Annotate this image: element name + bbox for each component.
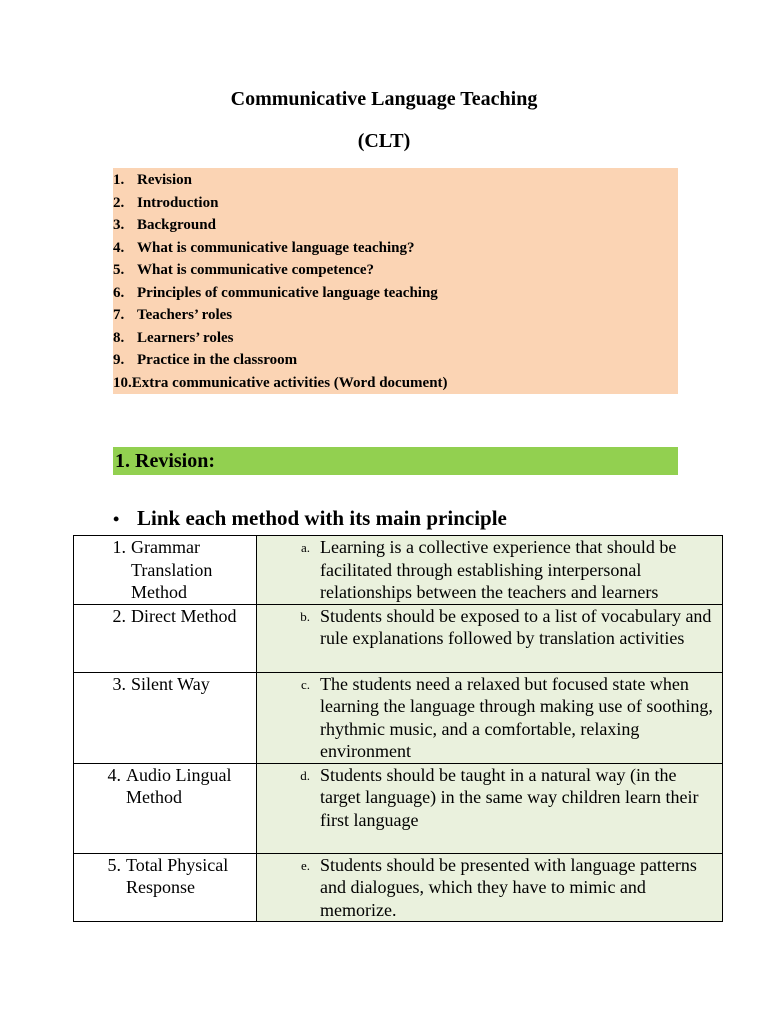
toc-number: 5. xyxy=(113,262,125,278)
method-number: 5. xyxy=(107,854,121,875)
principle-cell xyxy=(257,536,723,605)
toc-label: Extra communicative activities (Word document) xyxy=(131,374,448,391)
principle-letter: b. xyxy=(300,608,310,624)
toc-label: What is communicative language teaching? xyxy=(137,239,415,256)
method-name: Total Physical Response xyxy=(126,854,229,897)
instruction-line xyxy=(113,506,507,531)
method-cell xyxy=(74,536,257,605)
toc-item xyxy=(113,349,678,372)
principle-text: Learning is a collective experience that should be facilitated through establishing interpersonal relationships between the teachers and learners xyxy=(320,537,677,602)
table-row xyxy=(74,853,723,922)
toc-label: Principles of communicative language teaching xyxy=(137,284,438,301)
toc-item xyxy=(113,169,678,192)
toc-number: 2. xyxy=(113,194,125,211)
principle-text: Students should be taught in a natural way (in the target language) in the same way children learn their first language xyxy=(320,764,699,830)
table-row xyxy=(74,604,723,672)
principle-letter: c. xyxy=(300,676,310,692)
toc-item xyxy=(113,192,678,215)
toc-label: Background xyxy=(137,217,216,233)
bullet-icon: • xyxy=(113,509,120,529)
table-row xyxy=(74,536,723,605)
toc-item xyxy=(113,304,678,327)
toc-label: Learners’ roles xyxy=(137,329,234,346)
principle-letter: e. xyxy=(300,857,310,873)
principle-letter: a. xyxy=(300,540,310,555)
method-name: Audio Lingual Method xyxy=(126,764,232,807)
method-cell xyxy=(74,672,257,763)
toc-number: 10. xyxy=(113,374,132,391)
method-number: 1. xyxy=(112,537,126,557)
method-number: 2. xyxy=(112,605,126,626)
principle-text: The students need a relaxed but focused state when learning the language through making use of soothing, rhythmic music, and a comfortable, relaxing environment xyxy=(320,673,713,761)
toc-item xyxy=(113,237,678,260)
principle-cell xyxy=(257,672,723,763)
principle-text: Students should be presented with language patterns and dialogues, which they have to mimic and memorize. xyxy=(320,854,697,920)
toc-label: Introduction xyxy=(137,194,219,211)
instruction-text: Link each method with its main principle xyxy=(137,506,507,530)
document-title: Communicative Language Teaching xyxy=(230,88,538,110)
method-cell xyxy=(74,763,257,853)
toc-item xyxy=(113,372,678,395)
toc-label: What is communicative competence? xyxy=(137,262,375,278)
toc-number: 3. xyxy=(113,217,125,233)
toc-number: 1. xyxy=(113,172,125,188)
toc-item xyxy=(113,214,678,237)
toc-number: 4. xyxy=(113,239,125,256)
toc-number: 8. xyxy=(113,329,125,346)
method-number: 4. xyxy=(107,764,121,785)
table-of-contents xyxy=(113,168,678,394)
principle-cell xyxy=(257,604,723,672)
toc-label: Practice in the classroom xyxy=(137,352,298,368)
toc-number: 6. xyxy=(113,284,125,301)
toc-item xyxy=(113,259,678,282)
toc-number: 9. xyxy=(113,352,125,368)
toc-label: Teachers’ roles xyxy=(137,307,233,323)
matching-table xyxy=(73,535,723,922)
method-name: Direct Method xyxy=(131,605,237,626)
table-row xyxy=(74,672,723,763)
method-cell xyxy=(74,604,257,672)
method-name: Grammar Translation Method xyxy=(131,537,213,602)
table-row xyxy=(74,763,723,853)
method-cell xyxy=(74,853,257,922)
principle-text: Students should be exposed to a list of vocabulary and rule explanations followed by translation activities xyxy=(320,605,712,648)
section-heading: 1. Revision: xyxy=(113,447,678,475)
method-name: Silent Way xyxy=(131,673,210,694)
principle-letter: d. xyxy=(300,767,310,783)
toc-number: 7. xyxy=(113,307,125,323)
principle-cell xyxy=(257,763,723,853)
toc-item xyxy=(113,327,678,350)
toc-item xyxy=(113,282,678,305)
method-number: 3. xyxy=(112,673,126,694)
document-subtitle: (CLT) xyxy=(357,130,411,152)
principle-cell xyxy=(257,853,723,922)
toc-label: Revision xyxy=(137,172,193,188)
